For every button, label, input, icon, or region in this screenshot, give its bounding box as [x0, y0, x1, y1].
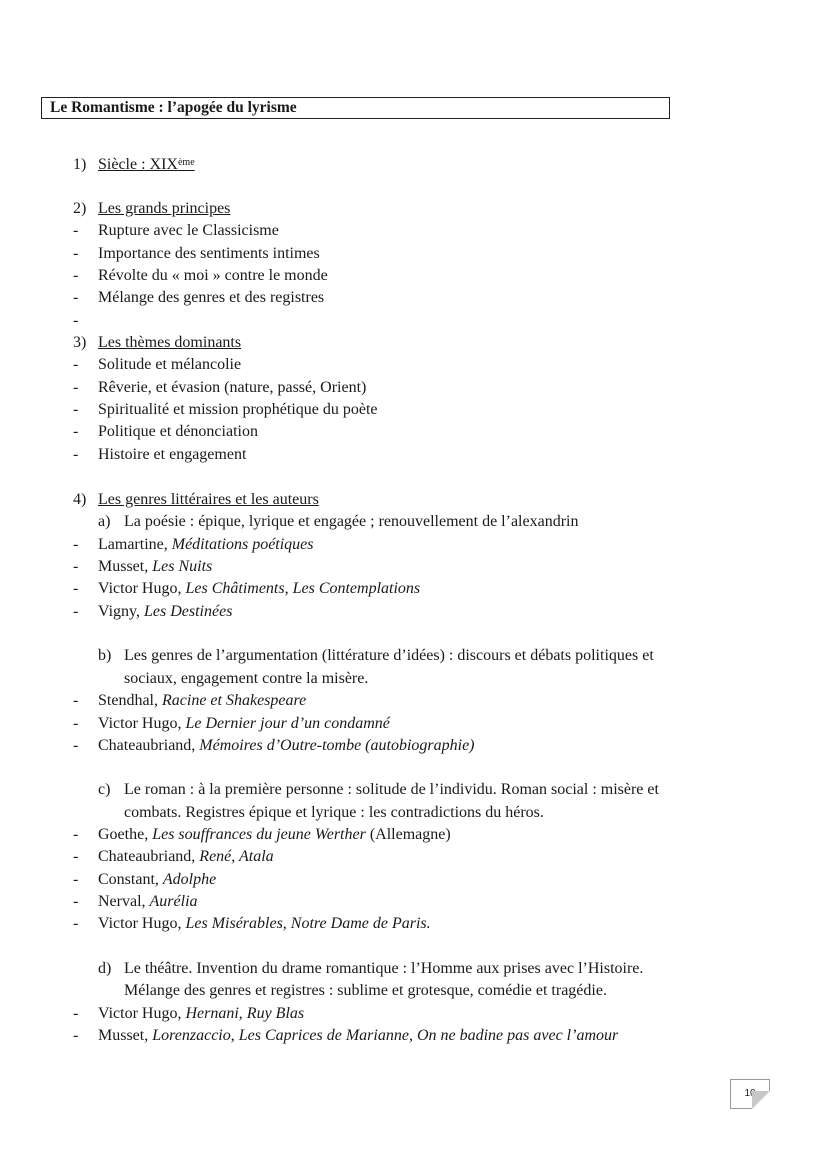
work-title: Les Nuits — [152, 558, 213, 575]
bullet-dash: - — [73, 267, 79, 284]
bullet-dash: - — [73, 1027, 79, 1044]
bullet-dash: - — [73, 222, 79, 239]
bullet-dash: - — [73, 915, 79, 932]
work-title: Méditations poétiques — [171, 536, 314, 553]
subsection-letter: a) — [98, 513, 111, 530]
work-title: René, Atala — [199, 848, 274, 865]
bullet-dash: - — [73, 401, 79, 418]
page-fold-icon — [752, 1091, 770, 1109]
section-number: 2) — [73, 200, 87, 217]
bullet-dash: - — [73, 312, 79, 329]
author: Goethe, — [98, 826, 153, 843]
subsection-text: Le roman : à la première personne : solitude de l’individu. Roman social : misère et — [124, 781, 659, 798]
author: Victor Hugo, — [98, 580, 186, 597]
bullet-dash: - — [73, 737, 79, 754]
author: Lamartine, — [98, 536, 172, 553]
author: Nerval, — [98, 893, 150, 910]
work-title: Lorenzaccio, Les Caprices de Marianne, On ne badine pas avec l’amour — [152, 1027, 619, 1044]
section-heading: Siècle : XIXème — [98, 156, 195, 173]
work-title: Les Destinées — [144, 603, 233, 620]
section-heading: Les thèmes dominants — [98, 334, 242, 351]
section-number: 1) — [73, 156, 87, 173]
subsection-letter: d) — [98, 960, 112, 977]
author: Musset, — [98, 558, 153, 575]
bullet-dash: - — [73, 848, 79, 865]
subsection-text: combats. Registres épique et lyrique : les contradictions du héros. — [124, 804, 544, 821]
work-title: Hernani, Ruy Blas — [185, 1005, 305, 1022]
bullet-dash: - — [73, 893, 79, 910]
bullet-dash: - — [73, 715, 79, 732]
author: Chateaubriand, — [98, 737, 200, 754]
subsection-text: sociaux, engagement contre la misère. — [124, 670, 369, 687]
section-heading: Les genres littéraires et les auteurs — [98, 491, 319, 508]
section-heading: Les grands principes — [98, 200, 231, 217]
bullet-dash: - — [73, 603, 79, 620]
work-title: Aurélia — [149, 893, 198, 910]
author: Victor Hugo, — [98, 1005, 186, 1022]
bullet-dash: - — [73, 536, 79, 553]
subsection-letter: b) — [98, 647, 112, 664]
bullet-dash: - — [73, 356, 79, 373]
bullet-dash: - — [73, 580, 79, 597]
subsection-text: Les genres de l’argumentation (littérature d’idées) : discours et débats politiques et — [124, 647, 654, 664]
bullet-dash: - — [73, 871, 79, 888]
bullet-dash: - — [73, 289, 79, 306]
note: (Allemagne) — [365, 826, 451, 843]
subsection-text: Le théâtre. Invention du drame romantique : l’Homme aux prises avec l’Histoire. — [124, 960, 644, 977]
section-number: 3) — [73, 334, 87, 351]
bullet-dash: - — [73, 1005, 79, 1022]
work-title: Le Dernier jour d’un condamné — [185, 715, 390, 732]
author: Constant, — [98, 871, 163, 888]
page-title: Le Romantisme : l’apogée du lyrisme — [41, 97, 670, 119]
section-number: 4) — [73, 491, 87, 508]
work-title: Les Misérables, Notre Dame de Paris. — [185, 915, 431, 932]
bullet-dash: - — [73, 245, 79, 262]
work-title: Racine et Shakespeare — [162, 692, 307, 709]
page-number-badge — [730, 1079, 770, 1109]
bullet-dash: - — [73, 379, 79, 396]
subsection-letter: c) — [98, 781, 111, 798]
author: Chateaubriand, — [98, 848, 200, 865]
page-number: 10 — [744, 1088, 756, 1099]
subsection-text: Mélange des genres et registres : sublime et grotesque, comédie et tragédie. — [124, 982, 607, 999]
bullet-dash: - — [73, 826, 79, 843]
author: Musset, — [98, 1027, 153, 1044]
work-title: Les Châtiments, Les Contemplations — [185, 580, 421, 597]
author: Victor Hugo, — [98, 715, 186, 732]
work-title: Les souffrances du jeune Werther — [152, 826, 366, 843]
bullet-dash: - — [73, 558, 79, 575]
bullet-dash: - — [73, 692, 79, 709]
author: Vigny, — [98, 603, 144, 620]
work-title: Mémoires d’Outre-tombe (autobiographie) — [199, 737, 475, 754]
bullet-dash: - — [73, 446, 79, 463]
author: Victor Hugo, — [98, 915, 186, 932]
work-title: Adolphe — [162, 871, 217, 888]
author: Stendhal, — [98, 692, 162, 709]
subsection-text: La poésie : épique, lyrique et engagée ; renouvellement de l’alexandrin — [124, 513, 579, 530]
bullet-dash: - — [73, 423, 79, 440]
